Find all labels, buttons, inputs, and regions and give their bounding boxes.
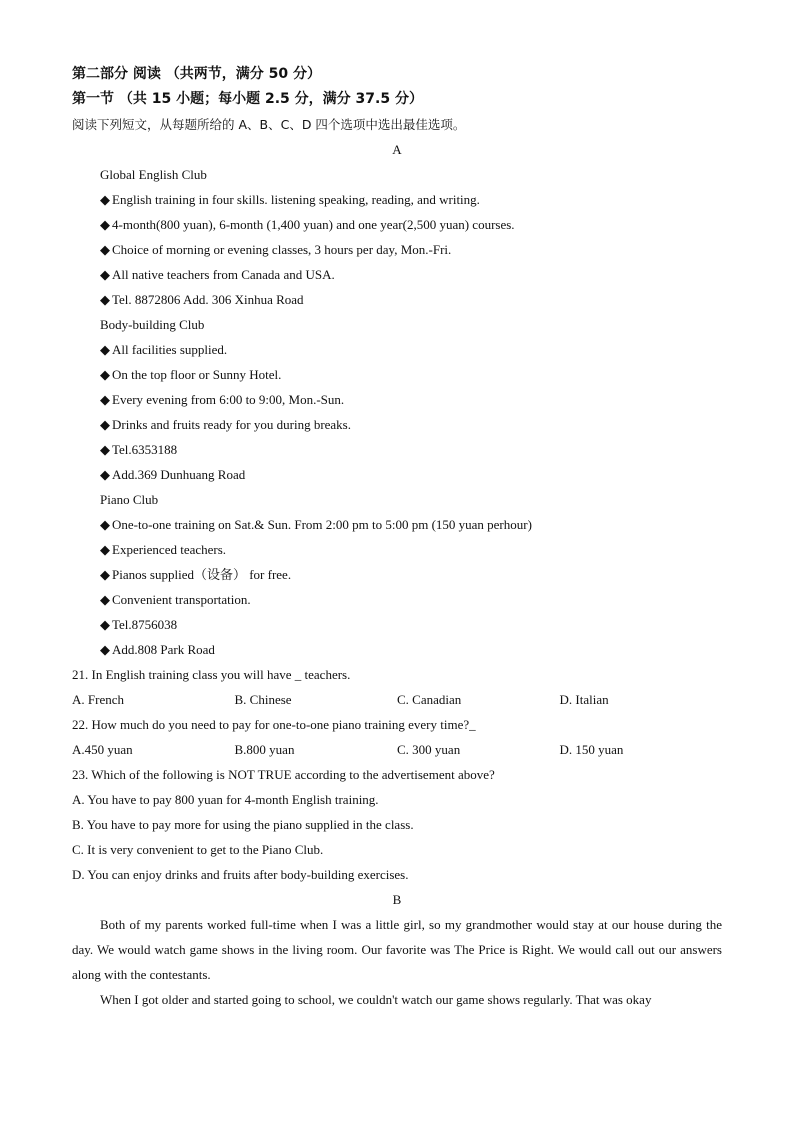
bullet-icon: ◆ bbox=[100, 342, 110, 357]
exam-page bbox=[72, 62, 722, 1012]
option-c: C. Canadian bbox=[397, 692, 462, 707]
bullet-icon: ◆ bbox=[100, 642, 110, 657]
option-d: D. You can enjoy drinks and fruits after body-building exercises. bbox=[72, 867, 409, 882]
passage-b-paragraph-2: When I got older and started going to school, we couldn't watch our game shows regularly. That was okay bbox=[100, 992, 652, 1007]
part-heading: 第二部分 阅读 （共两节，满分 50 分） bbox=[72, 66, 321, 82]
option-d: D. Italian bbox=[559, 692, 609, 707]
club-item: ◆ English training in four skills. listening speaking, reading, and writing. bbox=[100, 192, 480, 207]
club-name: Global English Club bbox=[100, 167, 207, 182]
question-22-options bbox=[72, 737, 722, 762]
bullet-icon: ◆ bbox=[100, 617, 110, 632]
club-name: Piano Club bbox=[100, 492, 159, 507]
club-item: ◆ Convenient transportation. bbox=[100, 592, 251, 607]
bullet-icon: ◆ bbox=[100, 242, 110, 257]
bullet-icon: ◆ bbox=[100, 517, 110, 532]
club-item: ◆ Tel.6353188 bbox=[100, 442, 178, 457]
bullet-icon: ◆ bbox=[100, 592, 110, 607]
club-item: ◆ Pianos supplied（设备） for free. bbox=[100, 567, 292, 582]
section-heading: 第一节 （共 15 小题；每小题 2.5 分，满分 37.5 分） bbox=[72, 91, 423, 107]
option-b: B.800 yuan bbox=[234, 742, 295, 757]
bullet-icon: ◆ bbox=[100, 417, 110, 432]
option-c: C. It is very convenient to get to the Piano Club. bbox=[72, 842, 324, 857]
club-item: ◆ Drinks and fruits ready for you during breaks. bbox=[100, 417, 351, 432]
bullet-icon: ◆ bbox=[100, 567, 110, 582]
bullet-icon: ◆ bbox=[100, 292, 110, 307]
passage-b-paragraph-1: Both of my parents worked full-time when I was a little girl, so my grandmother would stay at our house during the day. We would watch game shows in the living room. Our favorite was The Price is Right. We would call out our answers along with the contestants. bbox=[72, 917, 722, 982]
bullet-icon: ◆ bbox=[100, 267, 110, 282]
club-item: ◆ All native teachers from Canada and USA. bbox=[100, 267, 335, 282]
option-a: A. You have to pay 800 yuan for 4-month English training. bbox=[72, 792, 379, 807]
club-item: ◆ Add.808 Park Road bbox=[100, 642, 215, 657]
question-23-stem: 23. Which of the following is NOT TRUE according to the advertisement above? bbox=[72, 767, 495, 782]
club-item: ◆ Experienced teachers. bbox=[100, 542, 227, 557]
club-item: ◆ On the top floor or Sunny Hotel. bbox=[100, 367, 282, 382]
option-b: B. You have to pay more for using the piano supplied in the class. bbox=[72, 817, 414, 832]
option-d: D. 150 yuan bbox=[559, 742, 624, 757]
question-21-options bbox=[72, 687, 722, 712]
instruction: 阅读下列短文，从每题所给的 A、B、C、D 四个选项中选出最佳选项。 bbox=[72, 117, 466, 132]
club-item: ◆ Tel. 8872806 Add. 306 Xinhua Road bbox=[100, 292, 304, 307]
option-a: A. French bbox=[72, 692, 124, 707]
club-item: ◆ One-to-one training on Sat.& Sun. From 2:00 pm to 5:00 pm (150 yuan perhour) bbox=[100, 517, 532, 532]
option-b: B. Chinese bbox=[234, 692, 292, 707]
question-22-stem: 22. How much do you need to pay for one-to-one piano training every time?_ bbox=[72, 717, 476, 732]
bullet-icon: ◆ bbox=[100, 467, 110, 482]
option-a: A.450 yuan bbox=[72, 742, 133, 757]
club-item: ◆ 4-month(800 yuan), 6-month (1,400 yuan) and one year(2,500 yuan) courses. bbox=[100, 217, 515, 232]
passage-b-label: B bbox=[392, 892, 402, 907]
club-name: Body-building Club bbox=[100, 317, 205, 332]
question-21-stem: 21. In English training class you will have _ teachers. bbox=[72, 667, 351, 682]
club-item: ◆ Add.369 Dunhuang Road bbox=[100, 467, 246, 482]
bullet-icon: ◆ bbox=[100, 192, 110, 207]
bullet-icon: ◆ bbox=[100, 367, 110, 382]
passage-a-label: A bbox=[392, 142, 402, 157]
bullet-icon: ◆ bbox=[100, 442, 110, 457]
option-c: C. 300 yuan bbox=[397, 742, 461, 757]
bullet-icon: ◆ bbox=[100, 542, 110, 557]
bullet-icon: ◆ bbox=[100, 392, 110, 407]
club-item: ◆ All facilities supplied. bbox=[100, 342, 228, 357]
club-item: ◆ Choice of morning or evening classes, 3 hours per day, Mon.-Fri. bbox=[100, 242, 452, 257]
bullet-icon: ◆ bbox=[100, 217, 110, 232]
club-item: ◆ Tel.8756038 bbox=[100, 617, 178, 632]
club-item: ◆ Every evening from 6:00 to 9:00, Mon.-Sun. bbox=[100, 392, 345, 407]
